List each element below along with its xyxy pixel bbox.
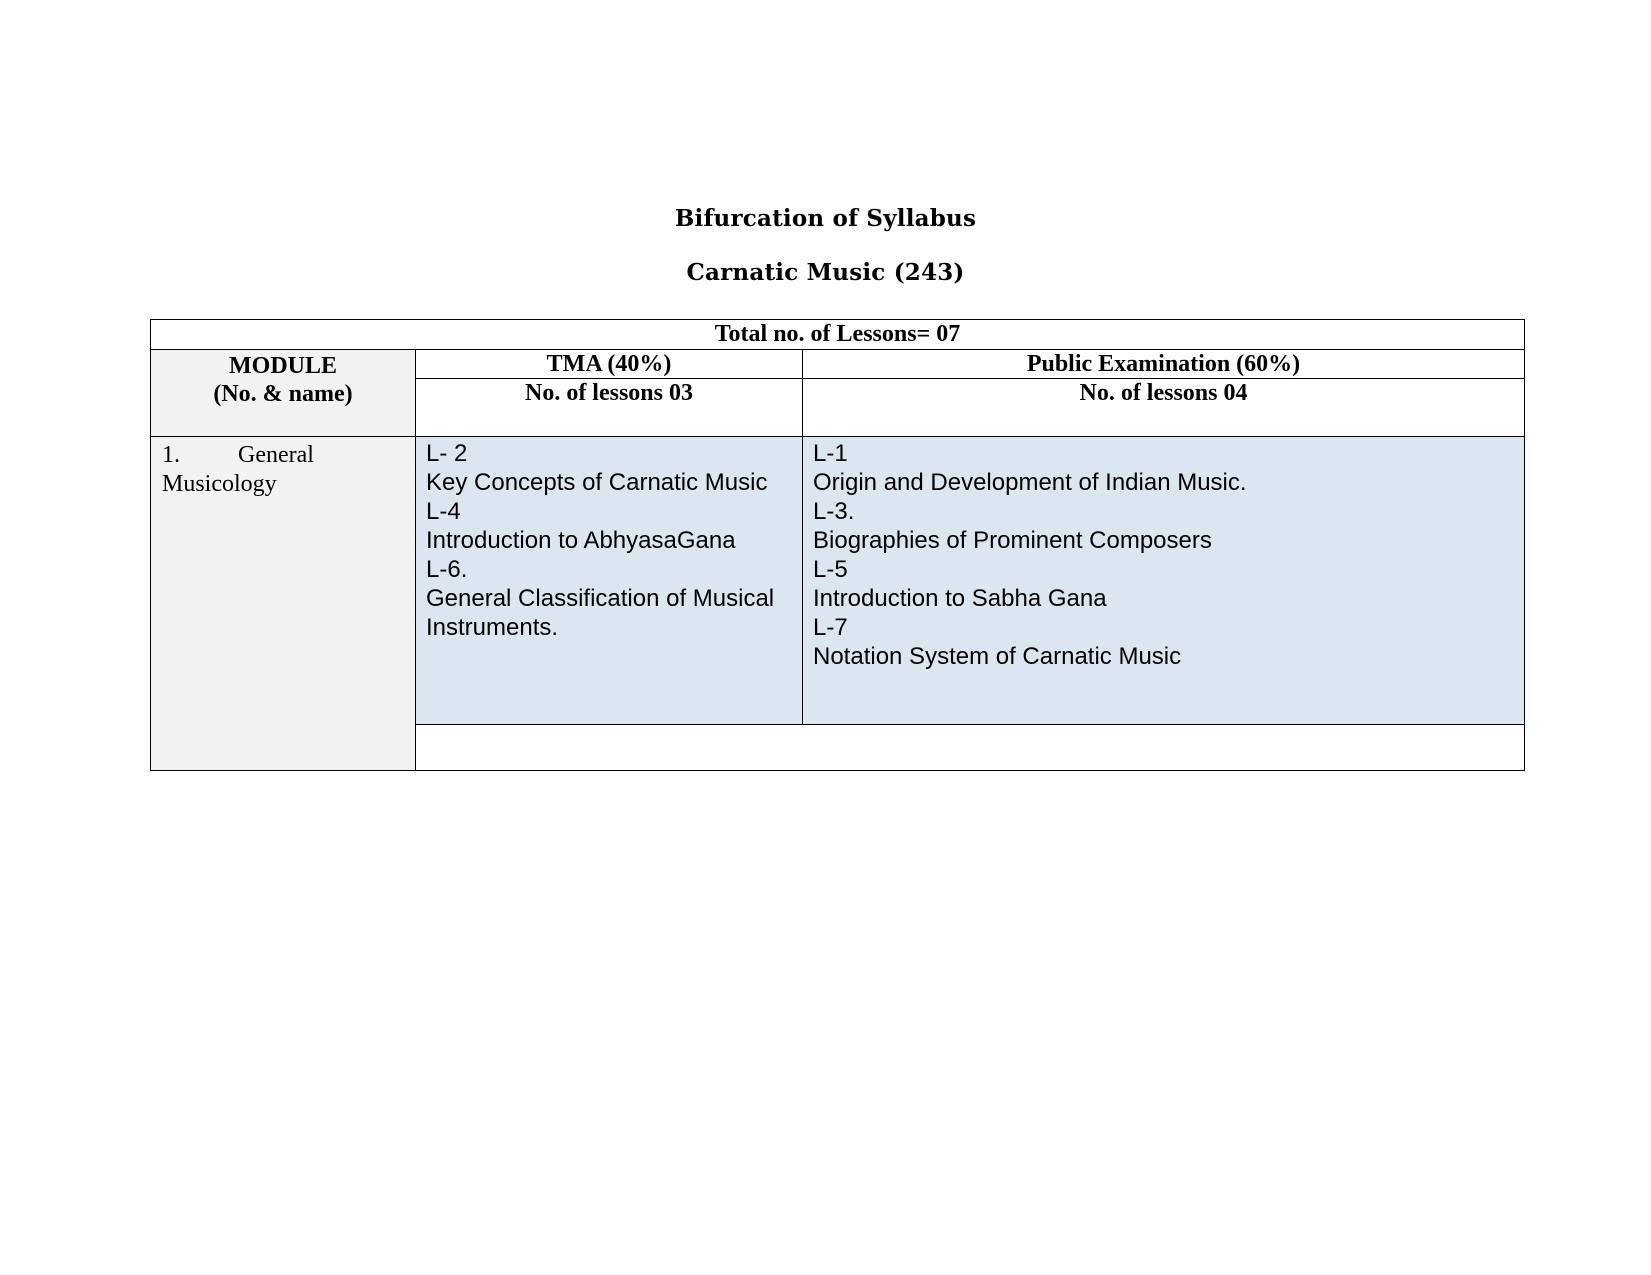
lesson-title: Key Concepts of Carnatic Music: [426, 469, 768, 496]
lesson-title: General Classification of Musical Instruments.: [426, 585, 775, 641]
lesson-title: Introduction to Sabha Gana: [813, 585, 1107, 612]
lesson-code: L-6.: [426, 556, 468, 583]
module-number: 1.: [162, 442, 180, 468]
public-lessons-cell: [803, 437, 1525, 725]
module-header-label: MODULE: [229, 353, 337, 379]
empty-cell: [416, 725, 1525, 771]
total-row: [151, 320, 1525, 350]
module-row: [151, 437, 1525, 725]
module-name-part2: Musicology: [162, 471, 277, 497]
lesson-title: Biographies of Prominent Composers: [813, 527, 1212, 554]
lesson-code: L-5: [813, 556, 848, 583]
module-name-part1: General: [238, 442, 314, 468]
tma-lessons-cell: [416, 437, 803, 725]
lesson-title: Introduction to AbhyasaGana: [426, 527, 736, 554]
page-title: Bifurcation of Syllabus: [674, 205, 977, 232]
module-header-cell: [151, 350, 416, 437]
lesson-code: L-1: [813, 440, 848, 467]
page-subtitle: Carnatic Music (243): [686, 259, 965, 286]
lesson-code: L-7: [813, 614, 848, 641]
header-row: [151, 350, 1525, 379]
public-lesson-count: No. of lessons 04: [803, 379, 1525, 437]
public-exam-header-cell: Public Examination (60%): [803, 350, 1525, 379]
lesson-code: L-3.: [813, 498, 855, 525]
tma-lesson-count: No. of lessons 03: [416, 379, 803, 437]
module-header-sublabel: (No. & name): [213, 381, 353, 407]
tma-header-cell: TMA (40%): [416, 350, 803, 379]
total-lessons-cell: Total no. of Lessons= 07: [151, 320, 1525, 350]
lesson-title: Notation System of Carnatic Music: [813, 643, 1182, 670]
lesson-title: Origin and Development of Indian Music.: [813, 469, 1247, 496]
syllabus-table: [150, 319, 1525, 771]
lesson-code: L- 2: [426, 440, 468, 467]
lesson-code: L-4: [426, 498, 461, 525]
module-name-cell: [151, 437, 416, 771]
